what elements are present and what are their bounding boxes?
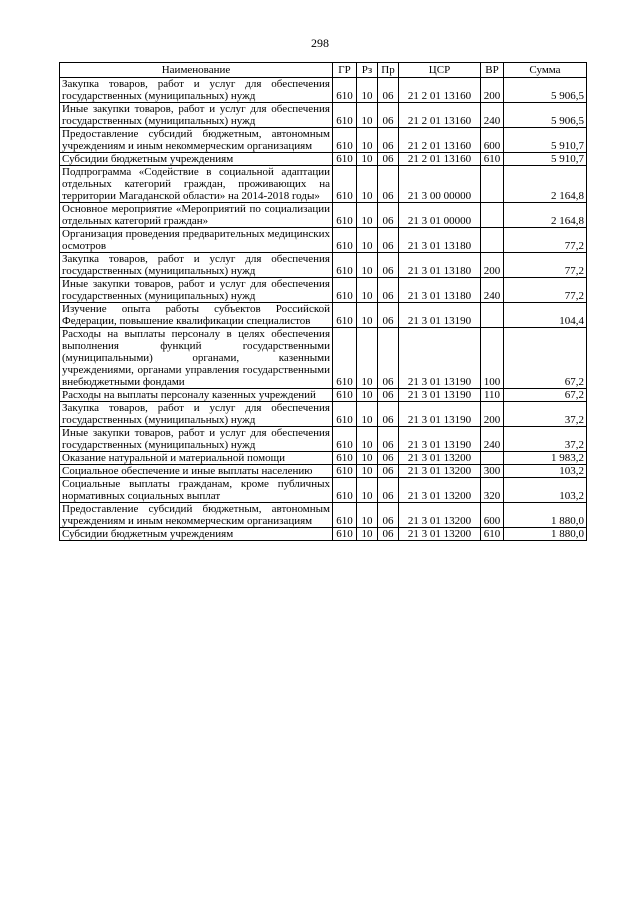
cell-gr: 610	[333, 503, 357, 528]
cell-name: Иные закупки товаров, работ и услуг для обеспечения государственных (муниципальных) нужд	[60, 427, 333, 452]
cell-pr: 06	[378, 166, 399, 203]
cell-rz: 10	[357, 478, 378, 503]
cell-rz: 10	[357, 427, 378, 452]
cell-gr: 610	[333, 465, 357, 478]
cell-rz: 10	[357, 328, 378, 389]
cell-gr: 610	[333, 452, 357, 465]
cell-gr: 610	[333, 478, 357, 503]
cell-pr: 06	[378, 389, 399, 402]
cell-pr: 06	[378, 465, 399, 478]
table-row	[60, 166, 587, 203]
cell-rz: 10	[357, 203, 378, 228]
cell-vr: 100	[481, 328, 504, 389]
cell-pr: 06	[378, 452, 399, 465]
cell-vr: 200	[481, 402, 504, 427]
cell-gr: 610	[333, 203, 357, 228]
cell-gr: 610	[333, 389, 357, 402]
cell-pr: 06	[378, 78, 399, 103]
cell-vr	[481, 303, 504, 328]
cell-gr: 610	[333, 278, 357, 303]
cell-rz: 10	[357, 153, 378, 166]
cell-vr	[481, 452, 504, 465]
cell-name: Предоставление субсидий бюджетным, автономным учреждениям и иным некоммерческим организациям	[60, 503, 333, 528]
cell-sum: 2 164,8	[504, 203, 587, 228]
cell-pr: 06	[378, 253, 399, 278]
table-row	[60, 153, 587, 166]
table-header-row	[60, 63, 587, 78]
cell-rz: 10	[357, 303, 378, 328]
cell-sum: 104,4	[504, 303, 587, 328]
page-number: 298	[311, 36, 329, 50]
cell-rz: 10	[357, 103, 378, 128]
cell-sum: 77,2	[504, 253, 587, 278]
header-rz: Рз	[357, 63, 378, 78]
cell-pr: 06	[378, 303, 399, 328]
table-row	[60, 427, 587, 452]
cell-name: Иные закупки товаров, работ и услуг для обеспечения государственных (муниципальных) нужд	[60, 278, 333, 303]
cell-rz: 10	[357, 78, 378, 103]
cell-name: Социальное обеспечение и иные выплаты населению	[60, 465, 333, 478]
cell-gr: 610	[333, 528, 357, 541]
cell-rz: 10	[357, 389, 378, 402]
header-csr: ЦСР	[399, 63, 481, 78]
cell-pr: 06	[378, 328, 399, 389]
cell-name: Организация проведения предварительных медицинских осмотров	[60, 228, 333, 253]
cell-vr: 240	[481, 103, 504, 128]
cell-rz: 10	[357, 128, 378, 153]
cell-pr: 06	[378, 228, 399, 253]
cell-csr: 21 3 01 13200	[399, 452, 481, 465]
cell-name: Закупка товаров, работ и услуг для обеспечения государственных (муниципальных) нужд	[60, 402, 333, 427]
cell-pr: 06	[378, 128, 399, 153]
table-row	[60, 228, 587, 253]
cell-name: Иные закупки товаров, работ и услуг для обеспечения государственных (муниципальных) нужд	[60, 103, 333, 128]
header-sum: Сумма	[504, 63, 587, 78]
cell-vr: 240	[481, 278, 504, 303]
cell-rz: 10	[357, 278, 378, 303]
cell-csr: 21 2 01 13160	[399, 78, 481, 103]
cell-gr: 610	[333, 78, 357, 103]
cell-rz: 10	[357, 228, 378, 253]
cell-name: Расходы на выплаты персоналу в целях обеспечения выполнения функций государственными (муниципальными) органами, казенными учреждениями, органами управления государственными внебюджетными фондами	[60, 328, 333, 389]
cell-csr: 21 3 01 13190	[399, 328, 481, 389]
cell-name: Предоставление субсидий бюджетным, автономным учреждениям и иным некоммерческим организациям	[60, 128, 333, 153]
cell-vr: 320	[481, 478, 504, 503]
table-row	[60, 402, 587, 427]
table-row	[60, 103, 587, 128]
table-row	[60, 203, 587, 228]
cell-pr: 06	[378, 427, 399, 452]
header-gr: ГР	[333, 63, 357, 78]
cell-sum: 2 164,8	[504, 166, 587, 203]
header-name: Наименование	[60, 63, 333, 78]
table-row	[60, 389, 587, 402]
table-row	[60, 128, 587, 153]
cell-rz: 10	[357, 528, 378, 541]
cell-pr: 06	[378, 402, 399, 427]
cell-gr: 610	[333, 253, 357, 278]
cell-name: Изучение опыта работы субъектов Российской Федерации, повышение квалификации специалистов	[60, 303, 333, 328]
cell-vr: 610	[481, 153, 504, 166]
cell-csr: 21 3 01 13180	[399, 253, 481, 278]
cell-name: Субсидии бюджетным учреждениям	[60, 528, 333, 541]
cell-csr: 21 3 00 00000	[399, 166, 481, 203]
table-row	[60, 78, 587, 103]
cell-csr: 21 3 01 13200	[399, 528, 481, 541]
cell-gr: 610	[333, 153, 357, 166]
cell-csr: 21 2 01 13160	[399, 128, 481, 153]
table-row	[60, 452, 587, 465]
cell-pr: 06	[378, 528, 399, 541]
cell-pr: 06	[378, 103, 399, 128]
table-row	[60, 303, 587, 328]
cell-name: Оказание натуральной и материальной помощи	[60, 452, 333, 465]
cell-gr: 610	[333, 128, 357, 153]
cell-rz: 10	[357, 253, 378, 278]
cell-sum: 1 983,2	[504, 452, 587, 465]
cell-pr: 06	[378, 278, 399, 303]
cell-csr: 21 3 01 13180	[399, 228, 481, 253]
cell-sum: 5 906,5	[504, 103, 587, 128]
header-pr: Пр	[378, 63, 399, 78]
table-row	[60, 253, 587, 278]
cell-vr	[481, 203, 504, 228]
cell-pr: 06	[378, 153, 399, 166]
cell-sum: 37,2	[504, 427, 587, 452]
cell-rz: 10	[357, 166, 378, 203]
cell-csr: 21 3 01 13200	[399, 503, 481, 528]
cell-vr: 240	[481, 427, 504, 452]
cell-rz: 10	[357, 452, 378, 465]
cell-name: Расходы на выплаты персоналу казенных учреждений	[60, 389, 333, 402]
table-row	[60, 478, 587, 503]
cell-sum: 103,2	[504, 465, 587, 478]
cell-gr: 610	[333, 228, 357, 253]
table-row	[60, 465, 587, 478]
cell-vr: 200	[481, 253, 504, 278]
cell-name: Закупка товаров, работ и услуг для обеспечения государственных (муниципальных) нужд	[60, 253, 333, 278]
cell-sum: 77,2	[504, 278, 587, 303]
cell-sum: 1 880,0	[504, 528, 587, 541]
cell-name: Подпрограмма «Содействие в социальной адаптации отдельных категорий граждан, проживающих на территории Магаданской области» на 2014-2018 годы»	[60, 166, 333, 203]
cell-rz: 10	[357, 503, 378, 528]
cell-sum: 67,2	[504, 389, 587, 402]
cell-vr: 610	[481, 528, 504, 541]
cell-sum: 37,2	[504, 402, 587, 427]
cell-sum: 77,2	[504, 228, 587, 253]
cell-name: Субсидии бюджетным учреждениям	[60, 153, 333, 166]
cell-csr: 21 3 01 13200	[399, 478, 481, 503]
cell-pr: 06	[378, 203, 399, 228]
cell-csr: 21 3 01 13190	[399, 427, 481, 452]
cell-vr	[481, 228, 504, 253]
cell-csr: 21 2 01 13160	[399, 103, 481, 128]
cell-vr	[481, 166, 504, 203]
cell-csr: 21 3 01 13190	[399, 303, 481, 328]
cell-gr: 610	[333, 303, 357, 328]
cell-rz: 10	[357, 402, 378, 427]
cell-gr: 610	[333, 427, 357, 452]
cell-sum: 103,2	[504, 478, 587, 503]
cell-name: Основное мероприятие «Мероприятий по социализации отдельных категорий граждан»	[60, 203, 333, 228]
cell-csr: 21 3 01 13190	[399, 389, 481, 402]
cell-name: Социальные выплаты гражданам, кроме публичных нормативных социальных выплат	[60, 478, 333, 503]
cell-gr: 610	[333, 103, 357, 128]
cell-sum: 5 910,7	[504, 128, 587, 153]
cell-vr: 600	[481, 503, 504, 528]
cell-vr: 600	[481, 128, 504, 153]
cell-rz: 10	[357, 465, 378, 478]
cell-gr: 610	[333, 402, 357, 427]
cell-pr: 06	[378, 503, 399, 528]
cell-sum: 1 880,0	[504, 503, 587, 528]
table-row	[60, 503, 587, 528]
cell-csr: 21 3 01 13180	[399, 278, 481, 303]
cell-sum: 5 910,7	[504, 153, 587, 166]
budget-table	[59, 62, 587, 541]
cell-csr: 21 3 01 00000	[399, 203, 481, 228]
table-row	[60, 278, 587, 303]
cell-gr: 610	[333, 328, 357, 389]
cell-sum: 5 906,5	[504, 78, 587, 103]
cell-csr: 21 3 01 13190	[399, 402, 481, 427]
table-row	[60, 528, 587, 541]
cell-vr: 300	[481, 465, 504, 478]
cell-csr: 21 2 01 13160	[399, 153, 481, 166]
cell-vr: 110	[481, 389, 504, 402]
table-row	[60, 328, 587, 389]
cell-gr: 610	[333, 166, 357, 203]
cell-pr: 06	[378, 478, 399, 503]
cell-vr: 200	[481, 78, 504, 103]
cell-name: Закупка товаров, работ и услуг для обеспечения государственных (муниципальных) нужд	[60, 78, 333, 103]
cell-sum: 67,2	[504, 328, 587, 389]
cell-csr: 21 3 01 13200	[399, 465, 481, 478]
header-vr: ВР	[481, 63, 504, 78]
